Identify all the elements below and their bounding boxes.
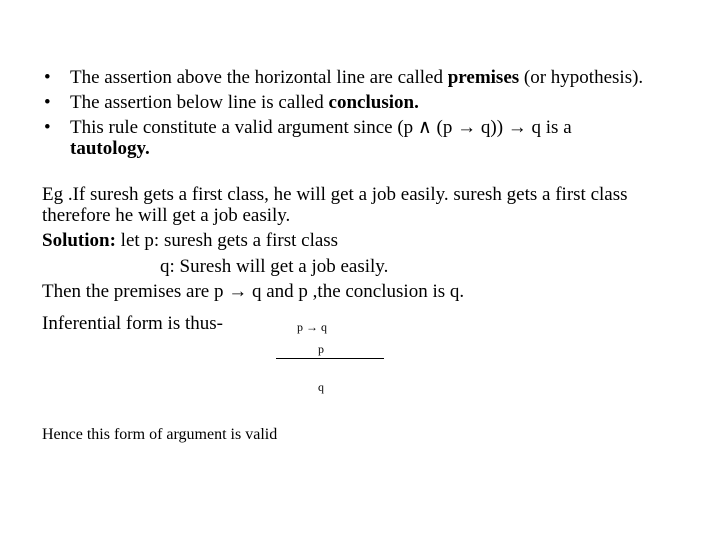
bullet-item (42, 67, 652, 88)
conclusion-symbol: q (318, 380, 324, 394)
bullet-bold-term: premises (447, 67, 520, 88)
bullet-text: This rule constitute a valid argument since (p ∧ (p → q)) → q is a (70, 117, 572, 138)
solution-line (42, 230, 662, 251)
bullet-item (42, 117, 652, 159)
example-paragraph: Eg .If suresh gets a first class, he will get a job easily. suresh gets a first class therefore he will get a job easily. (42, 184, 628, 226)
premise-one: p → q (297, 320, 327, 334)
bullet-icon: • (44, 92, 51, 113)
bullet-text: The assertion below line is called (70, 92, 329, 113)
bullet-bold-term: conclusion. (328, 92, 419, 113)
bullet-text-tail: (or hypothesis). (519, 67, 644, 88)
bullet-text: The assertion above the horizontal line are called (70, 67, 448, 88)
bullet-bold-term: tautology. (70, 138, 150, 159)
bullet-item (42, 92, 652, 113)
bullet-icon: • (44, 117, 51, 138)
solution-p-text: let p: suresh gets a first class (115, 230, 339, 251)
premise-two: p (318, 342, 324, 356)
solution-label: Solution: (42, 230, 116, 251)
closing-statement: Hence this form of argument is valid (42, 426, 278, 443)
solution-q-line: q: Suresh will get a job easily. (160, 256, 389, 277)
inferential-label: Inferential form is thus- (42, 313, 223, 334)
bullet-icon: • (44, 67, 51, 88)
inference-rule-line (276, 358, 384, 359)
bullet-list (42, 67, 652, 163)
premises-line: Then the premises are p → q and p ,the conclusion is q. (42, 281, 465, 302)
